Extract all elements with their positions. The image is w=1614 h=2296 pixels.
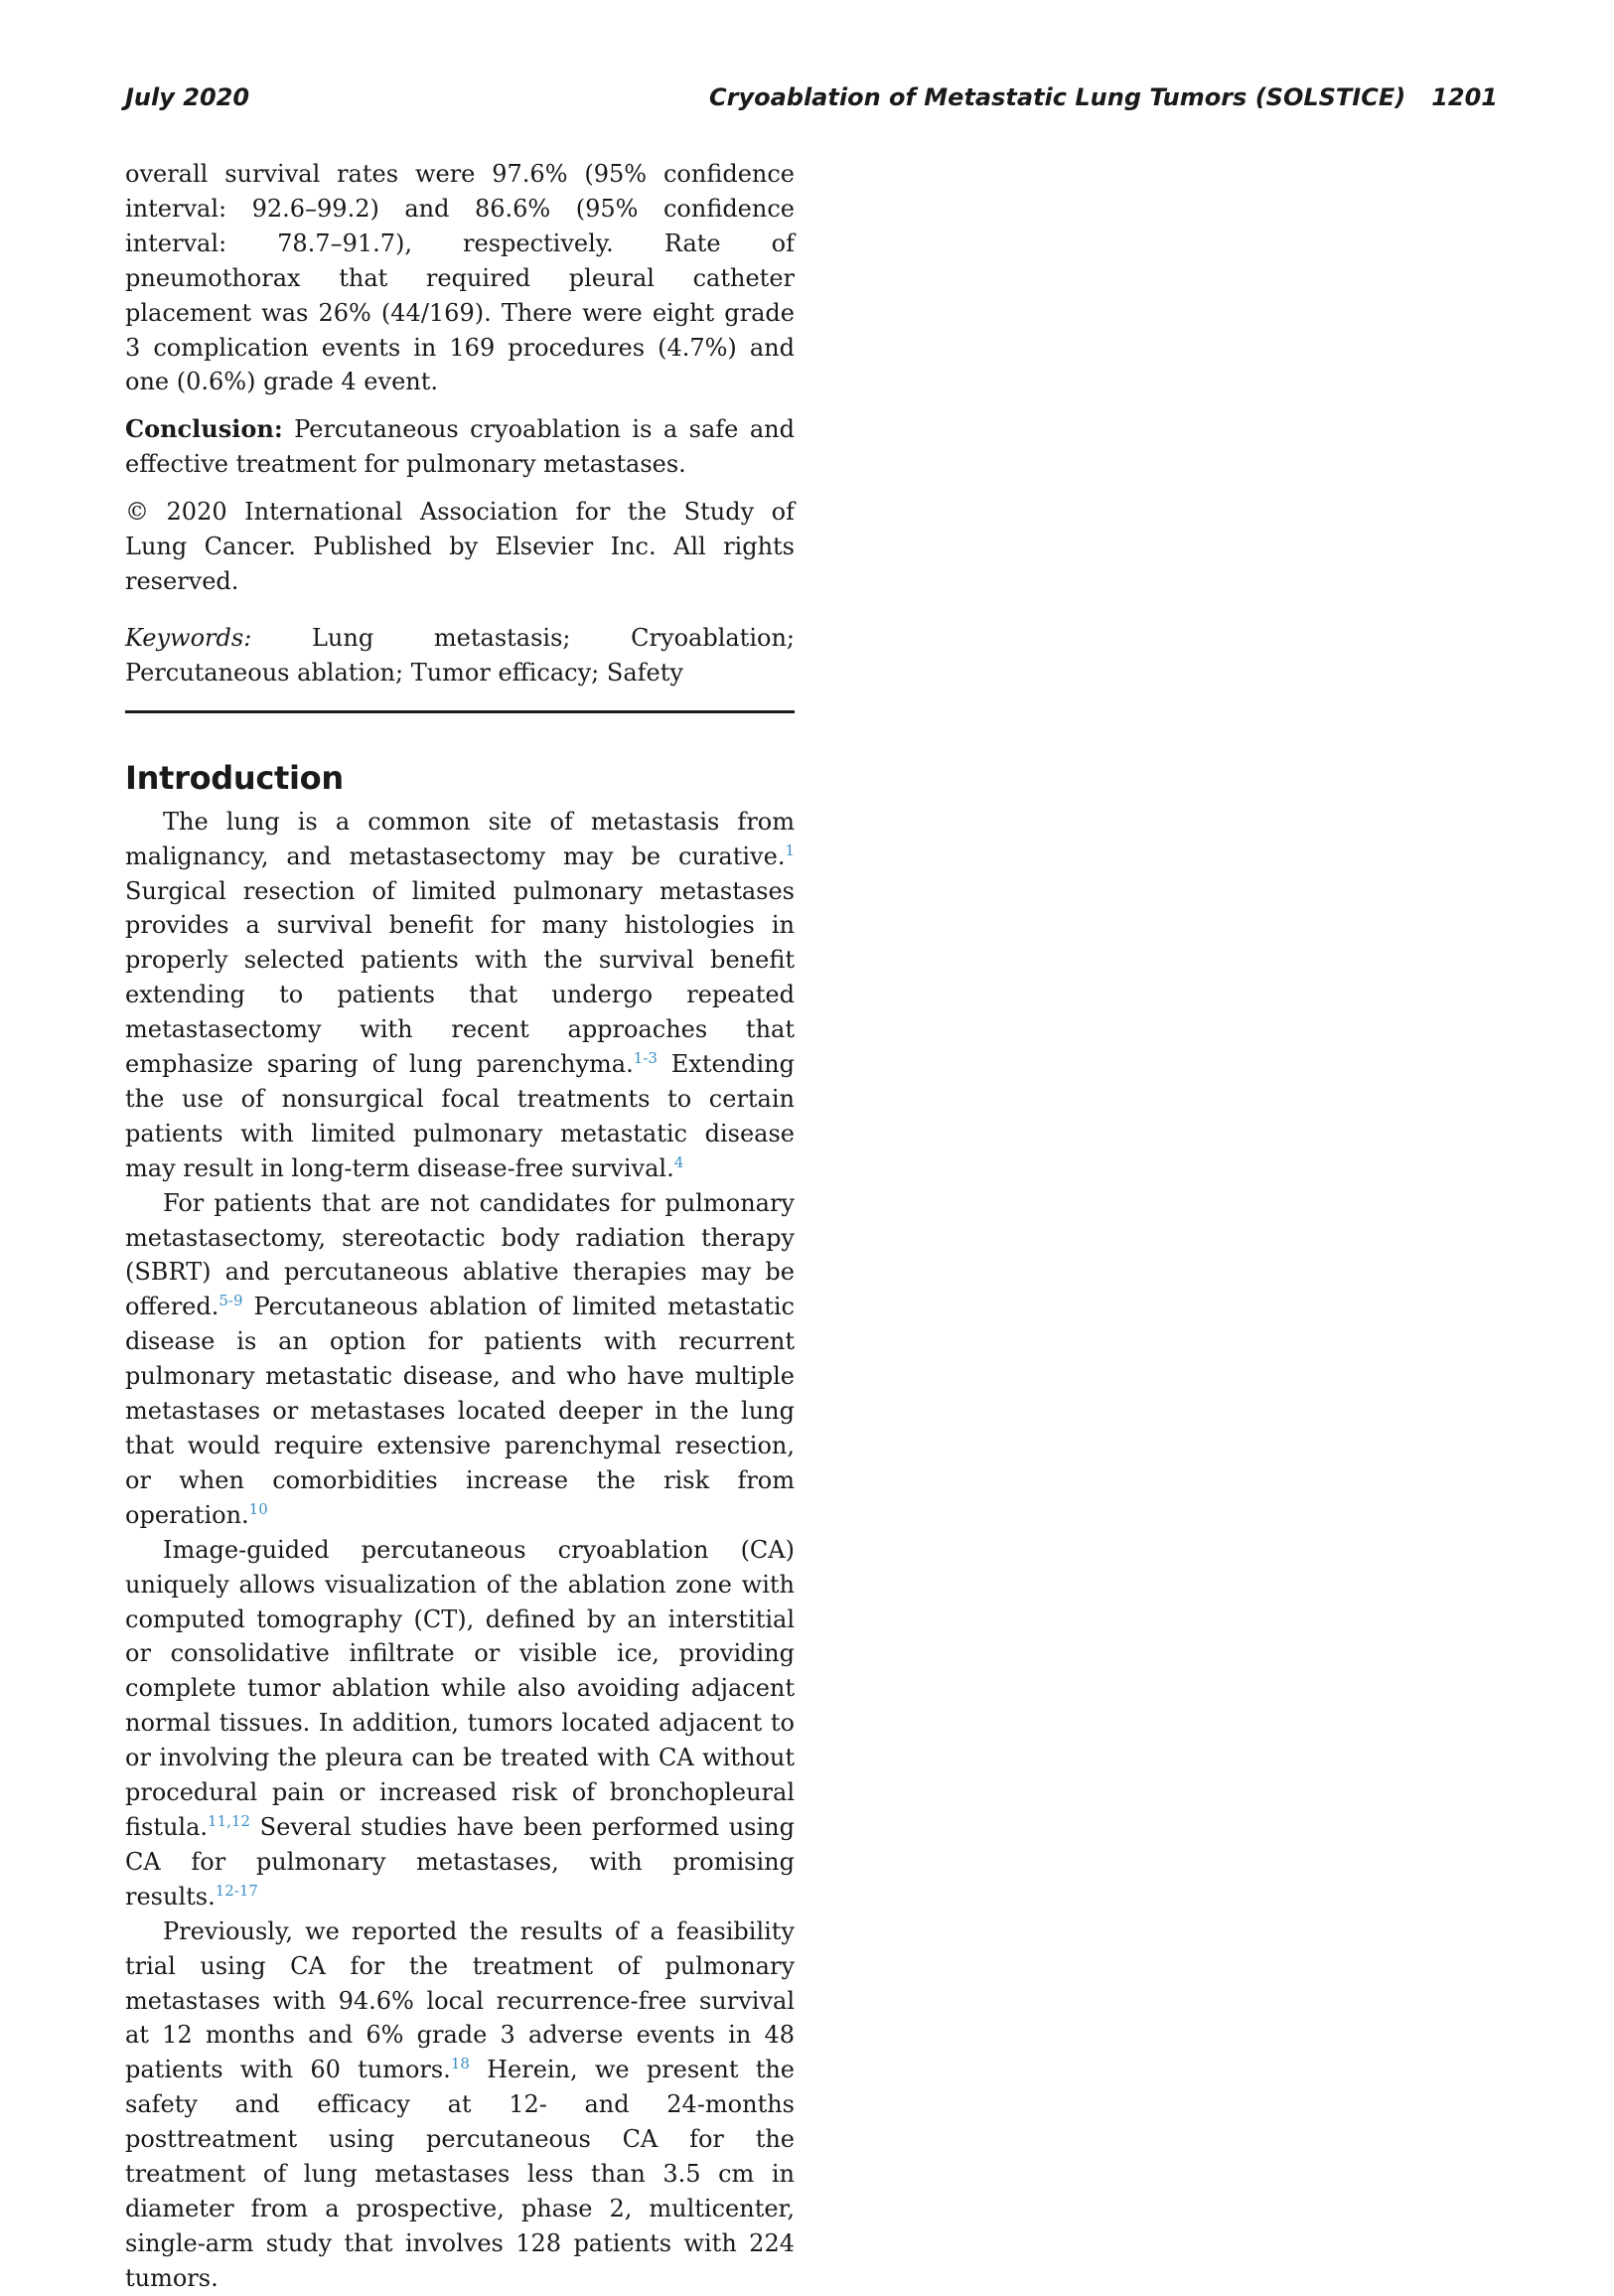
keywords-text: Lung metastasis; Cryoablation; Percutaneous ablation; Tumor efficacy; Safety [125, 623, 795, 687]
intro-p4-text-a: Previously, we reported the results of a feasibility trial using CA for the treatment of pulmonary metastases with 94.6% local recurrence-free survival at 12 months and 6% grade 3 adverse events in 48 patients with 60 tumors. [125, 1916, 795, 2084]
citation-link[interactable]: 5-9 [219, 1292, 243, 1310]
left-column [125, 157, 795, 2296]
continuation-spacer [828, 157, 1498, 1025]
intro-p1-text-c: Extending the use of nonsurgical focal treatments to certain patients with limited pulmonary metastatic disease may result in long-term disease-free survival. [125, 1050, 795, 1182]
intro-p3-text-b: Several studies have been performed using CA for pulmonary metastases, with promising results. [125, 1812, 795, 1911]
citation-link[interactable]: 11,12 [208, 1811, 250, 1830]
abstract-conclusion [125, 412, 795, 482]
keywords-label: Keywords: [125, 623, 252, 652]
citation-link[interactable]: 4 [673, 1152, 684, 1171]
intro-paragraph-4 [125, 1914, 795, 2296]
intro-p1-text-a: The lung is a common site of metastasis from malignancy, and metastasectomy may be curative. [125, 807, 795, 870]
page-number: 1201 [1431, 83, 1498, 111]
conclusion-label: Conclusion: [125, 414, 283, 444]
intro-p2-text-b: Percutaneous ablation of limited metastatic disease is an option for patients with recurrent pulmonary metastatic disease, and who have multiple metastases or metastases located deeper in the lung that would require extensive parenchymal resection, or when comorbidities increase the risk from operation. [125, 1293, 795, 1529]
intro-p1-text-b: Surgical resection of limited pulmonary metastases provides a survival benefit for many histologies in properly selected patients with the survival benefit extending to patients that undergo repeated metastasectomy with recent approaches that emphasize sparing of lung parenchyma. [125, 876, 795, 1079]
right-column [828, 157, 1498, 1025]
issue-date: July 2020 [125, 83, 250, 111]
copyright-notice: © 2020 International Association for the Study of Lung Cancer. Published by Elsevier Inc. All rights reserved. [125, 498, 795, 595]
intro-paragraph-2 [125, 1186, 795, 1533]
intro-p4-text-b: Herein, we present the safety and efficacy at 12- and 24-months posttreatment using percutaneous CA for the treatment of lung metastases less than 3.5 cm in diameter from a prospective, phase 2, multicenter, single-arm study that involves 128 patients with 224 tumors. [125, 2056, 795, 2292]
running-title: Cryoablation of Metastatic Lung Tumors (SOLSTICE) [709, 83, 1406, 111]
intro-paragraph-1 [125, 805, 795, 1186]
citation-link[interactable]: 1 [785, 841, 795, 859]
keywords [125, 621, 795, 690]
citation-link[interactable]: 12-17 [215, 1881, 258, 1900]
intro-p3-text-a: Image-guided percutaneous cryoablation (CA) uniquely allows visualization of the ablation zone with computed tomography (CT), defined by an interstitial or consolidative infiltrate or visible ice, providing complete tumor ablation while also avoiding adjacent normal tissues. In addition, tumors located adjacent to or involving the pleura can be treated with CA without procedural pain or increased risk of bronchopleural fistula. [125, 1535, 795, 1841]
citation-link[interactable]: 10 [248, 1499, 268, 1518]
citation-link[interactable]: 1-3 [633, 1049, 658, 1068]
intro-p2-text-a: For patients that are not candidates for pulmonary metastasectomy, stereotactic body radiation therapy (SBRT) and percutaneous ablative therapies may be offered. [125, 1188, 795, 1321]
abstract-results-tail: overall survival rates were 97.6% (95% confidence interval: 92.6–99.2) and 86.6% (95% confidence interval: 78.7–91.7), respectively. Rate of pneumothorax that required pleural catheter placement was 26% (44/169). There were eight grade 3 complication events in 169 procedures (4.7%) and one (0.6%) grade 4 event. [125, 160, 795, 396]
header-right [709, 83, 1498, 111]
introduction-heading: Introduction [125, 758, 344, 797]
citation-link[interactable]: 18 [450, 2055, 470, 2073]
abstract-divider [125, 710, 795, 713]
conclusion-text: Percutaneous cryoablation is a safe and effective treatment for pulmonary metastases. [125, 415, 795, 479]
intro-paragraph-3 [125, 1533, 795, 1914]
